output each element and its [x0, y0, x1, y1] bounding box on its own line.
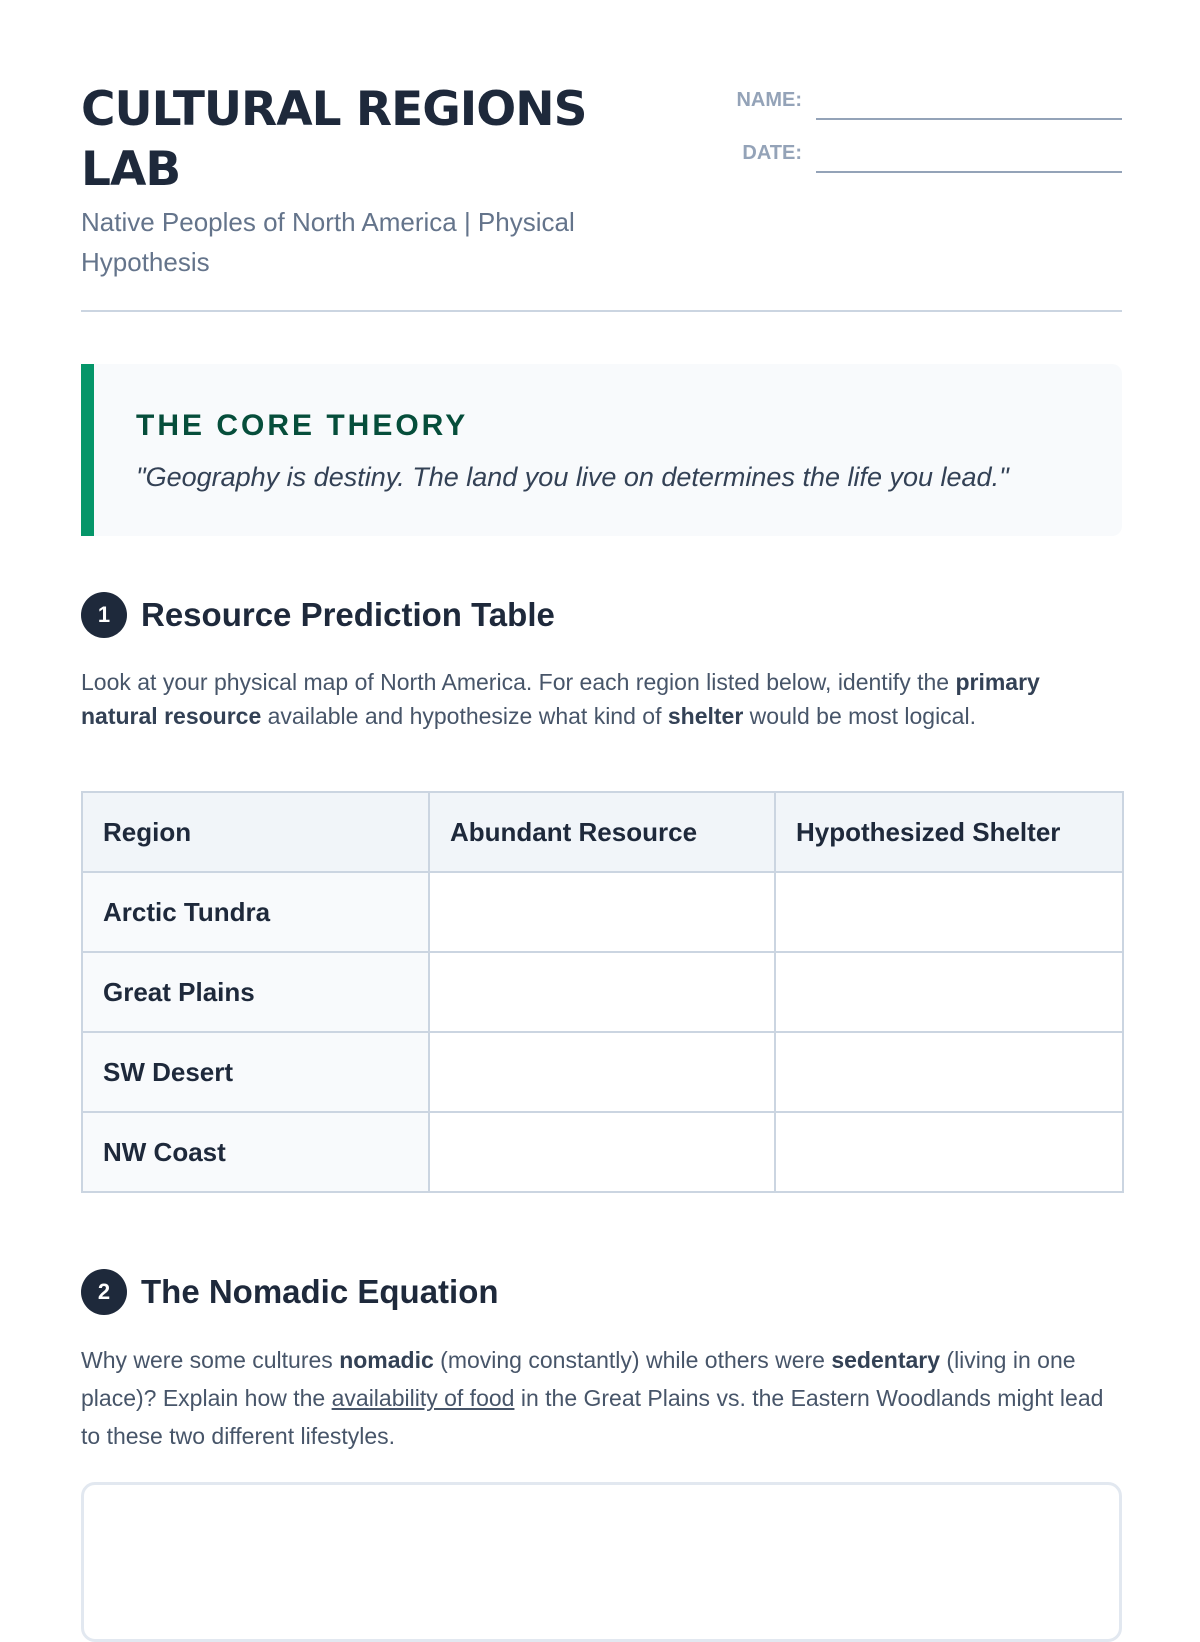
date-field	[722, 139, 1122, 173]
column-header-shelter: Hypothesized Shelter	[775, 792, 1123, 872]
core-theory-heading: THE CORE THEORY	[136, 409, 469, 442]
table-row	[82, 952, 1123, 1032]
emphasis-text: sedentary	[831, 1347, 941, 1373]
section-heading: Resource Prediction Table	[141, 596, 555, 633]
column-header-region: Region	[82, 792, 429, 872]
region-cell: SW Desert	[82, 1032, 429, 1112]
resource-prediction-table	[81, 791, 1124, 1193]
table-header-row	[82, 792, 1123, 872]
worksheet-header	[81, 0, 1122, 312]
section-number-badge: 1	[81, 592, 127, 638]
page-subtitle: Native Peoples of North America | Physical Hypothesis	[81, 207, 575, 277]
resource-answer-cell[interactable]	[429, 952, 775, 1032]
table-row	[82, 1112, 1123, 1192]
worksheet-page	[81, 0, 1122, 1449]
region-cell: Arctic Tundra	[82, 872, 429, 952]
emphasis-text: primary natural resource	[81, 669, 1040, 729]
prompt-text: (living in one place)? Explain how the	[81, 1347, 1076, 1411]
section-1-instructions	[81, 665, 1122, 733]
name-label: NAME:	[736, 89, 802, 111]
answer-box[interactable]	[81, 1482, 1122, 1642]
name-blank[interactable]	[816, 88, 1122, 120]
section-1-title	[81, 592, 555, 638]
date-blank[interactable]	[816, 141, 1122, 173]
emphasis-text: nomadic	[339, 1347, 434, 1373]
prompt-text: in the Great Plains vs. the Eastern Woodlands might lead to these two different lifestyles.	[81, 1385, 1104, 1449]
underlined-text: availability of food	[331, 1385, 515, 1411]
column-header-resource: Abundant Resource	[429, 792, 775, 872]
table-row	[82, 872, 1123, 952]
resource-answer-cell[interactable]	[429, 1112, 775, 1192]
region-cell: Great Plains	[82, 952, 429, 1032]
shelter-answer-cell[interactable]	[775, 872, 1123, 952]
instruction-text: Look at your physical map of North America. For each region listed below, identify the	[81, 669, 956, 695]
emphasis-text: shelter	[667, 703, 744, 729]
section-2-prompt	[81, 1341, 1122, 1455]
core-theory-quote: "Geography is destiny. The land you live on determines the life you lead."	[136, 462, 1009, 492]
shelter-answer-cell[interactable]	[775, 1112, 1123, 1192]
instruction-text: would be most logical.	[743, 703, 976, 729]
prompt-text: Why were some cultures	[81, 1347, 340, 1373]
section-number-badge: 2	[81, 1269, 127, 1315]
prompt-text: (moving constantly) while others were	[433, 1347, 832, 1373]
instruction-text: available and hypothesize what kind of	[261, 703, 668, 729]
name-field	[722, 86, 1122, 120]
section-heading: The Nomadic Equation	[141, 1273, 499, 1310]
page-title: CULTURAL REGIONS LAB	[81, 82, 587, 197]
core-theory-callout	[81, 364, 1122, 536]
shelter-answer-cell[interactable]	[775, 952, 1123, 1032]
table-row	[82, 1032, 1123, 1112]
resource-answer-cell[interactable]	[429, 872, 775, 952]
region-cell: NW Coast	[82, 1112, 429, 1192]
resource-answer-cell[interactable]	[429, 1032, 775, 1112]
date-label: DATE:	[742, 142, 802, 164]
shelter-answer-cell[interactable]	[775, 1032, 1123, 1112]
section-2-title	[81, 1269, 499, 1315]
student-info-fields	[722, 86, 1122, 192]
